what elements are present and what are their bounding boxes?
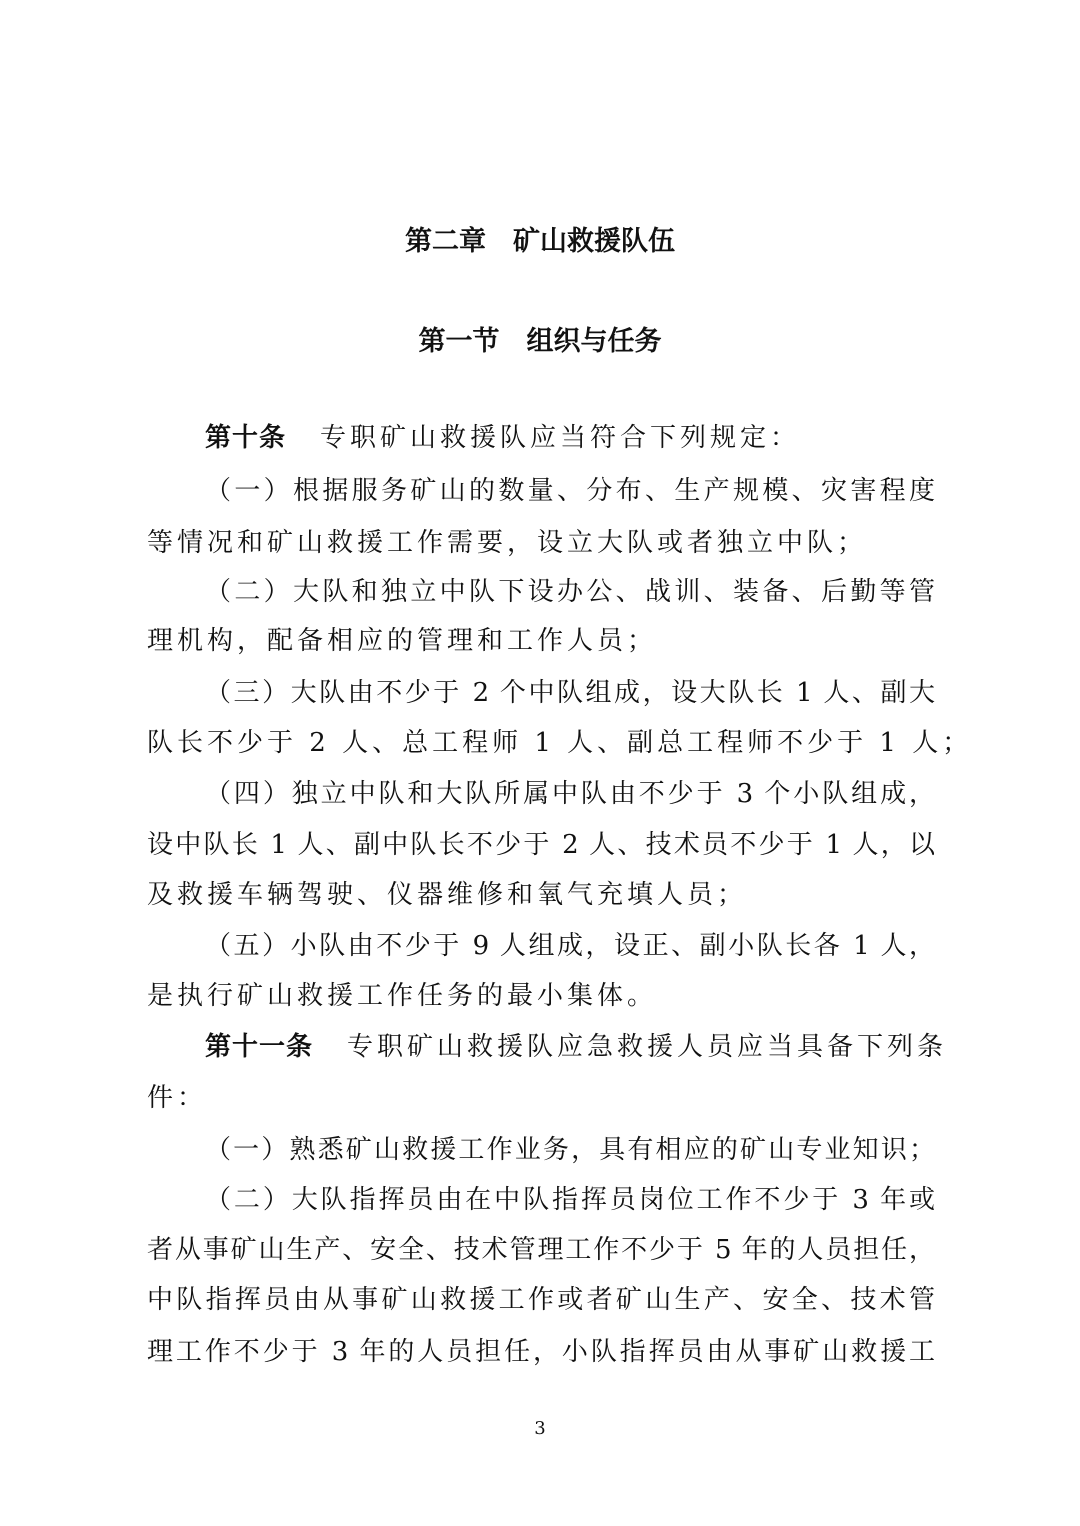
line-text: 等情况和矿山救援工作需要，设立大队或者独立中队；: [147, 528, 868, 558]
line-text: 件：: [147, 1083, 208, 1113]
text-line: [205, 675, 935, 711]
section-title: 第一节 组织与任务: [418, 326, 662, 357]
line-text: 及救援车辆驾驶、仪器维修和氧气充填人员；: [147, 880, 748, 910]
text-line: [147, 1282, 935, 1318]
line-text: 设中队长 1 人、副中队长不少于 2 人、技术员不少于 1 人，以: [147, 830, 935, 860]
line-text: 者从事矿山生产、安全、技术管理工作不少于 5 年的人员担任，: [147, 1235, 935, 1265]
text-line: [205, 776, 935, 812]
text-line: [205, 473, 935, 509]
text-line: [147, 1232, 935, 1268]
text-line: [147, 978, 657, 1014]
text-line: [147, 725, 972, 761]
text-line: [205, 420, 800, 456]
line-text: （三）大队由不少于 2 个中队组成，设大队长 1 人、副大: [205, 678, 935, 708]
line-text: 专职矿山救援队应当符合下列规定：: [320, 423, 801, 453]
line-text: （五）小队由不少于 9 人组成，设正、副小队长各 1 人，: [205, 931, 935, 961]
text-line: [205, 928, 935, 964]
text-line: [205, 574, 935, 610]
line-text: 队长不少于 2 人、总工程师 1 人、副总工程师不少于 1 人；: [147, 728, 973, 758]
page-number: 3: [534, 1418, 546, 1439]
text-line: [147, 525, 867, 561]
text-line: [147, 1334, 935, 1370]
text-line: [205, 1182, 935, 1218]
line-text: 是执行矿山救援工作任务的最小集体。: [147, 981, 658, 1011]
line-text: （一）熟悉矿山救援工作业务，具有相应的矿山专业知识；: [205, 1135, 935, 1165]
article-number: 第十一条: [205, 1032, 314, 1062]
line-text: 理工作不少于 3 年的人员担任，小队指挥员由从事矿山救援工: [147, 1337, 935, 1367]
line-text: （二）大队指挥员由在中队指挥员岗位工作不少于 3 年或: [205, 1185, 935, 1215]
text-line: [147, 1080, 207, 1116]
text-line: [205, 1029, 947, 1065]
line-text: （四）独立中队和大队所属中队由不少于 3 个小队组成，: [205, 779, 935, 809]
line-text: （二）大队和独立中队下设办公、战训、装备、后勤等管: [205, 577, 935, 607]
line-text: 理机构，配备相应的管理和工作人员；: [147, 626, 658, 656]
chapter-title: 第二章 矿山救援队伍: [405, 226, 675, 257]
article-number: 第十条: [205, 423, 287, 453]
line-text: 专职矿山救援队应急救援人员应当具备下列条: [347, 1032, 948, 1062]
line-text: 中队指挥员由从事矿山救援工作或者矿山生产、安全、技术管: [147, 1285, 935, 1315]
text-line: [147, 827, 935, 863]
line-text: （一）根据服务矿山的数量、分布、生产规模、灾害程度: [205, 476, 935, 506]
text-line: [205, 1132, 935, 1168]
text-line: [147, 623, 657, 659]
text-line: [147, 877, 747, 913]
